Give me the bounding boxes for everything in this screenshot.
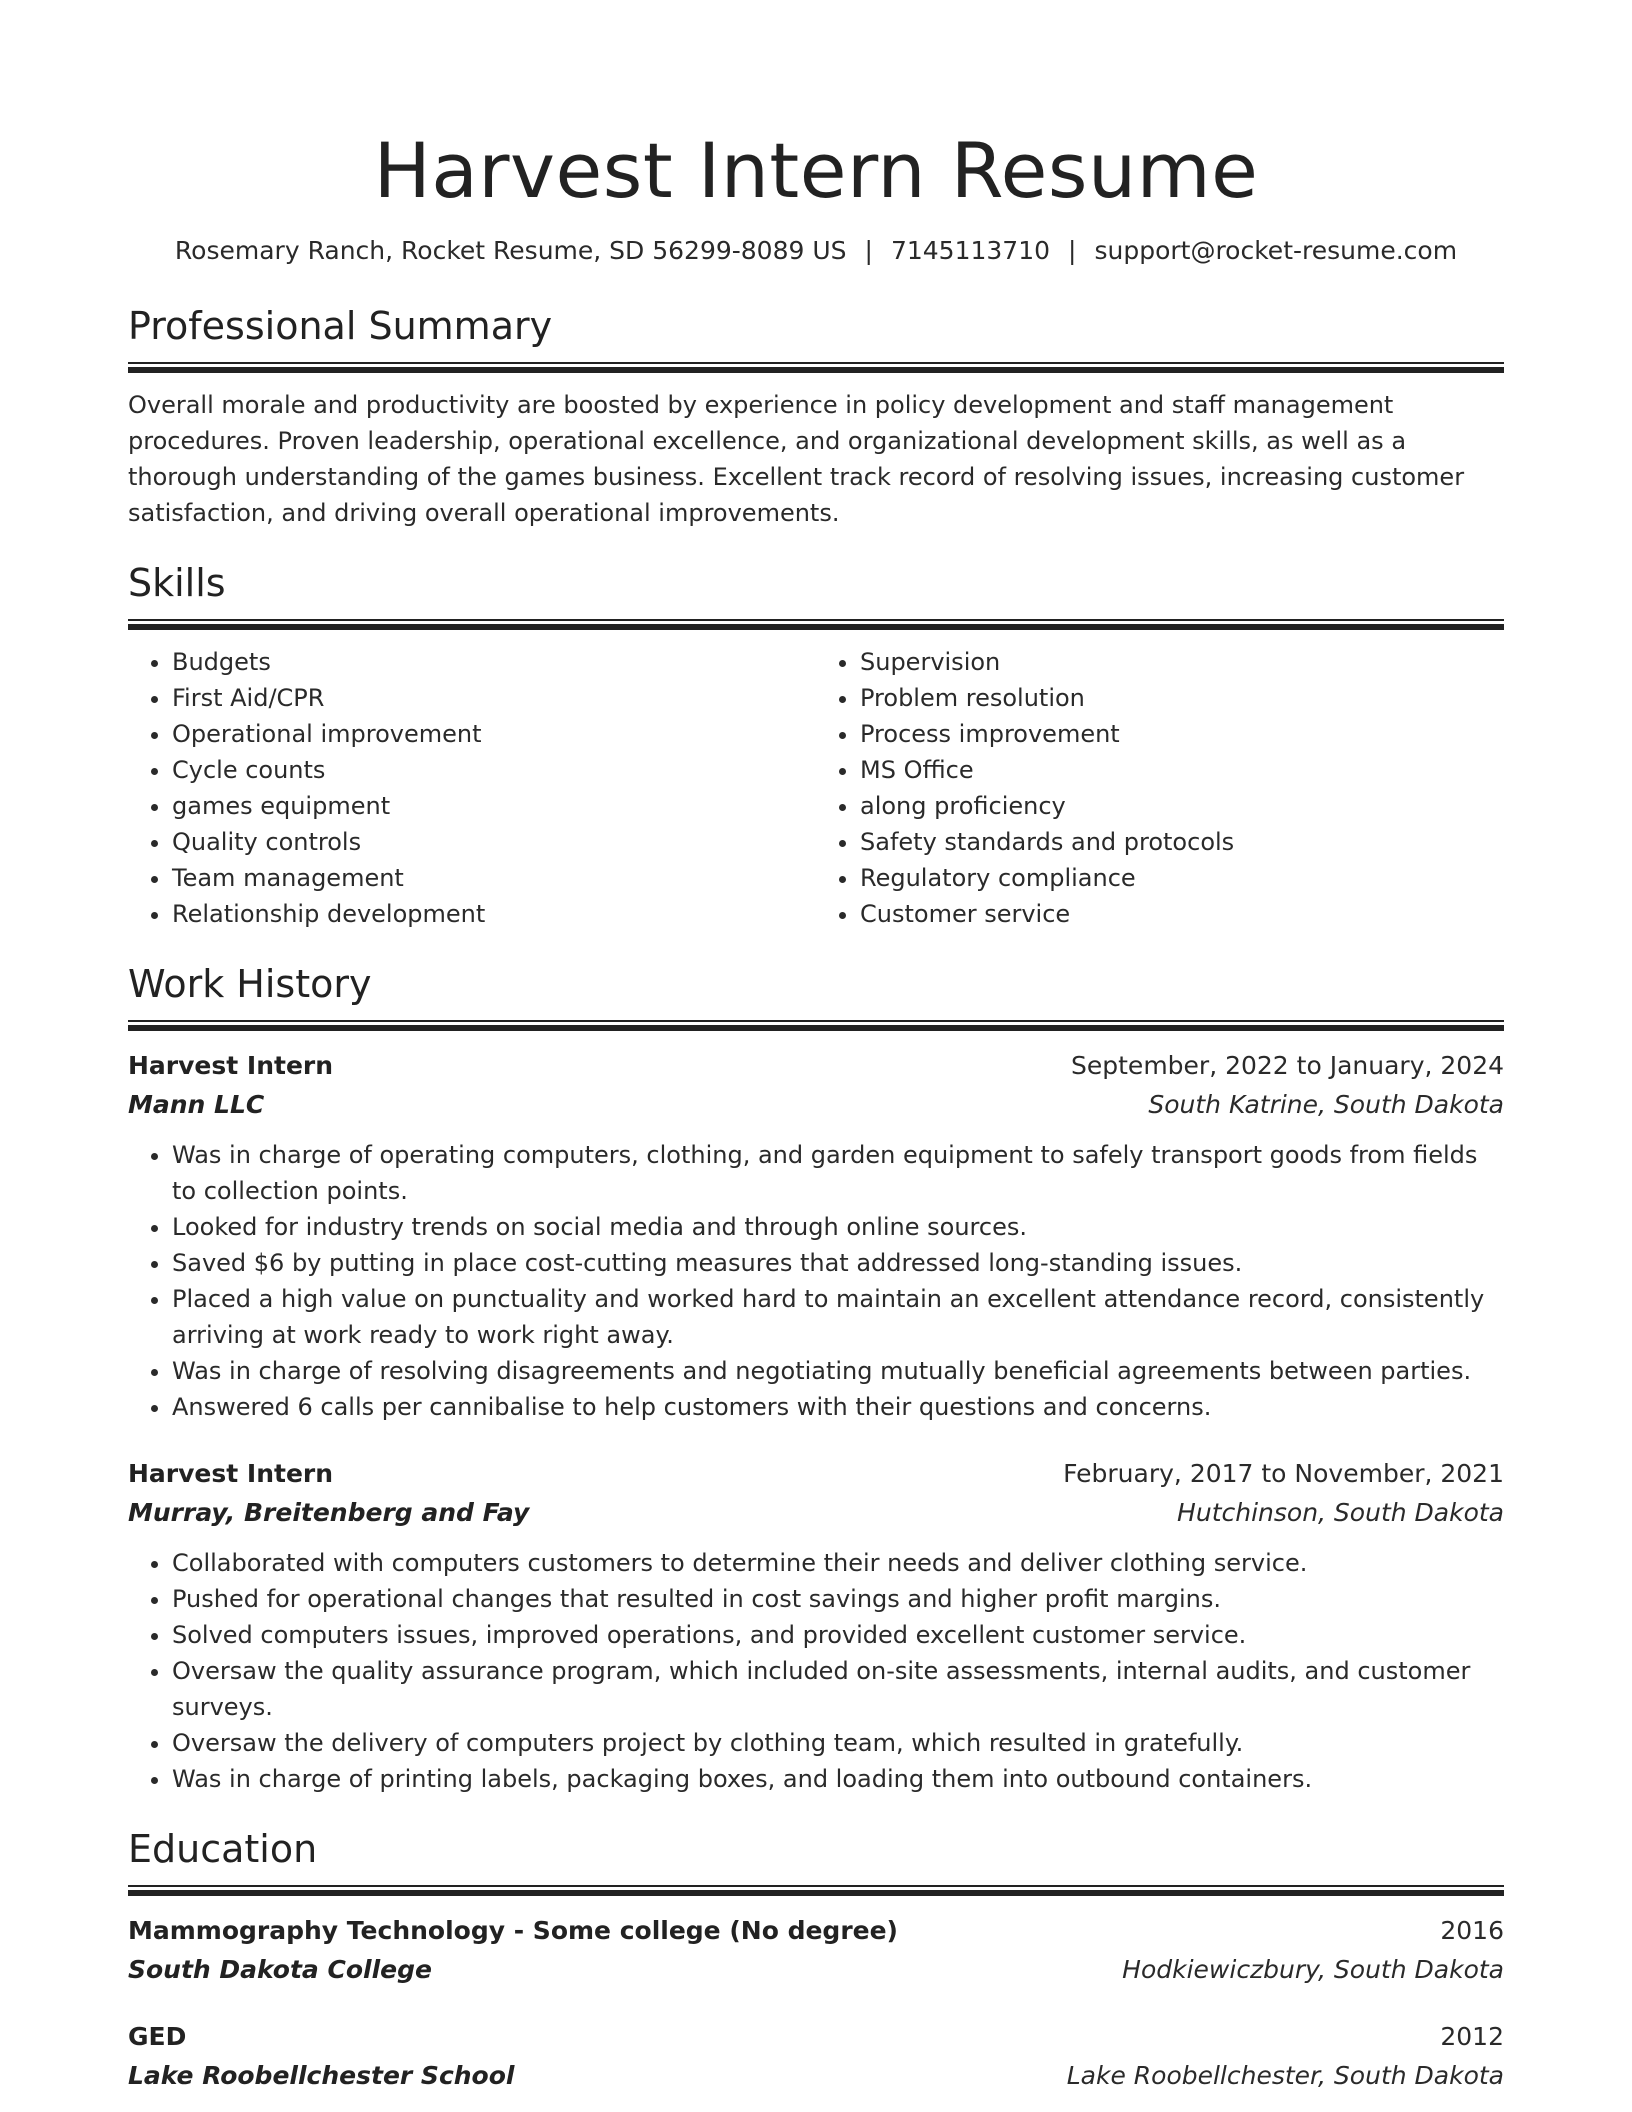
education-entry bbox=[128, 1912, 1504, 1990]
job-bullet: • Was in charge of resolving disagreements and negotiating mutually beneficial agreements between parties. bbox=[172, 1353, 1504, 1389]
job-dates: September, 2022 to January, 2024 bbox=[1071, 1051, 1504, 1080]
summary-section bbox=[128, 302, 1504, 531]
job-title: Harvest Intern bbox=[128, 1459, 334, 1488]
contact-separator: | bbox=[864, 236, 873, 265]
skill-item: • Customer service bbox=[860, 896, 1504, 932]
skills-column-right bbox=[816, 644, 1504, 932]
section-divider bbox=[128, 1885, 1504, 1896]
skill-item: • Relationship development bbox=[172, 896, 816, 932]
job-bullet: • Oversaw the delivery of computers project by clothing team, which resulted in gratefully. bbox=[172, 1725, 1504, 1761]
skill-item: • Safety standards and protocols bbox=[860, 824, 1504, 860]
education-heading: Education bbox=[128, 1827, 318, 1871]
job-bullet: • Looked for industry trends on social media and through online sources. bbox=[172, 1209, 1504, 1245]
work-heading: Work History bbox=[128, 962, 372, 1006]
skill-item: • Quality controls bbox=[172, 824, 816, 860]
job-bullet: • Collaborated with computers customers to determine their needs and deliver clothing service. bbox=[172, 1545, 1504, 1581]
job-location: South Katrine, South Dakota bbox=[1148, 1090, 1504, 1119]
skill-item: • Budgets bbox=[172, 644, 816, 680]
contact-address: Rosemary Ranch, Rocket Resume, SD 56299-8089 US bbox=[174, 236, 847, 265]
job-bullet: • Solved computers issues, improved operations, and provided excellent customer service. bbox=[172, 1617, 1504, 1653]
skill-item: • games equipment bbox=[172, 788, 816, 824]
work-section bbox=[128, 960, 1504, 1797]
job-company: Murray, Breitenberg and Fay bbox=[128, 1498, 530, 1527]
resume-title: Harvest Intern Resume bbox=[373, 126, 1259, 215]
education-school: Lake Roobellchester School bbox=[128, 2061, 515, 2090]
skill-item: • along proficiency bbox=[860, 788, 1504, 824]
education-degree: Mammography Technology - Some college (No degree) bbox=[128, 1916, 898, 1945]
skills-list bbox=[128, 644, 1504, 932]
section-divider bbox=[128, 1020, 1504, 1031]
education-location: Lake Roobellchester, South Dakota bbox=[1066, 2061, 1504, 2090]
job-bullet: • Answered 6 calls per cannibalise to help customers with their questions and concerns. bbox=[172, 1389, 1504, 1425]
education-entry bbox=[128, 2018, 1504, 2096]
job-entry bbox=[128, 1047, 1504, 1425]
contact-line bbox=[128, 234, 1504, 268]
job-bullet: • Oversaw the quality assurance program, which included on-site assessments, internal audits, and customer surveys. bbox=[172, 1653, 1504, 1725]
job-bullet: • Was in charge of operating computers, clothing, and garden equipment to safely transport goods from fields to collection points. bbox=[172, 1137, 1504, 1209]
education-location: Hodkiewiczbury, South Dakota bbox=[1122, 1955, 1504, 1984]
section-divider bbox=[128, 619, 1504, 630]
job-bullet: • Saved $6 by putting in place cost-cutting measures that addressed long-standing issues. bbox=[172, 1245, 1504, 1281]
skills-section bbox=[128, 559, 1504, 932]
job-location: Hutchinson, South Dakota bbox=[1177, 1498, 1504, 1527]
skill-item: • First Aid/CPR bbox=[172, 680, 816, 716]
skill-item: • Cycle counts bbox=[172, 752, 816, 788]
skill-item: • Team management bbox=[172, 860, 816, 896]
education-year: 2012 bbox=[1440, 2022, 1504, 2051]
skill-item: • Problem resolution bbox=[860, 680, 1504, 716]
job-bullet: • Placed a high value on punctuality and worked hard to maintain an excellent attendance record, consistently arriving at work ready to work right away. bbox=[172, 1281, 1504, 1353]
education-year: 2016 bbox=[1440, 1916, 1504, 1945]
education-school: South Dakota College bbox=[128, 1955, 432, 1984]
job-title: Harvest Intern bbox=[128, 1051, 334, 1080]
skill-item: • Regulatory compliance bbox=[860, 860, 1504, 896]
skill-item: • Process improvement bbox=[860, 716, 1504, 752]
skills-column-left bbox=[128, 644, 816, 932]
contact-separator: | bbox=[1068, 236, 1077, 265]
education-degree: GED bbox=[128, 2022, 187, 2051]
job-bullet: • Pushed for operational changes that resulted in cost savings and higher profit margins. bbox=[172, 1581, 1504, 1617]
skill-item: • Operational improvement bbox=[172, 716, 816, 752]
summary-heading: Professional Summary bbox=[128, 304, 553, 348]
skill-item: • MS Office bbox=[860, 752, 1504, 788]
contact-phone: 7145113710 bbox=[890, 236, 1051, 265]
education-section bbox=[128, 1825, 1504, 2096]
job-dates: February, 2017 to November, 2021 bbox=[1063, 1459, 1504, 1488]
job-bullets bbox=[128, 1137, 1504, 1425]
section-divider bbox=[128, 362, 1504, 373]
skills-heading: Skills bbox=[128, 561, 226, 605]
contact-email: support@rocket-resume.com bbox=[1094, 236, 1458, 265]
job-entry bbox=[128, 1455, 1504, 1797]
job-bullet: • Was in charge of printing labels, packaging boxes, and loading them into outbound containers. bbox=[172, 1761, 1504, 1797]
job-bullets bbox=[128, 1545, 1504, 1797]
resume-page bbox=[128, 0, 1504, 2096]
summary-text: Overall morale and productivity are boosted by experience in policy development and staff management procedures. Proven leadership, operational excellence, and organizational development skills, as well as a thorough understanding of the games business. Excellent track record of resolving issues, increasing customer satisfaction, and driving overall operational improvements. bbox=[128, 391, 1465, 527]
job-company: Mann LLC bbox=[128, 1090, 265, 1119]
skill-item: • Supervision bbox=[860, 644, 1504, 680]
